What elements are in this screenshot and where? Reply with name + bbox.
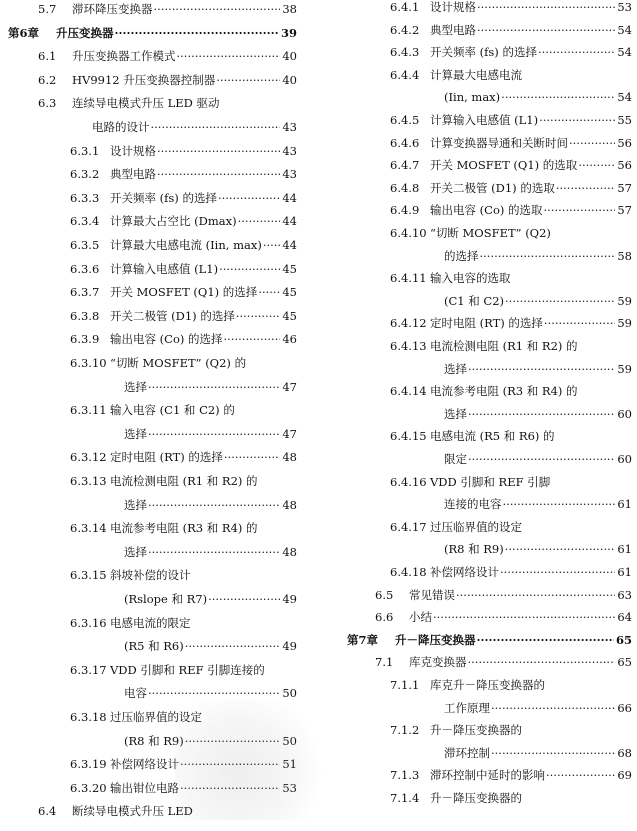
leader-dots — [219, 262, 280, 276]
toc-entry-number: 6.3.2 — [70, 167, 100, 182]
toc-entry-title: 设计规格 — [110, 143, 156, 158]
leader-dots — [148, 498, 280, 512]
leader-dots — [546, 768, 615, 782]
toc-entry-title: (R8 和 R9) — [444, 542, 504, 557]
toc-entry-number: 6.3.10 — [70, 356, 107, 370]
toc-entry-page: 38 — [282, 2, 297, 16]
toc-entry-title: 电流参考电阻 (R3 和 R4) 的 — [110, 521, 258, 536]
toc-entry[interactable] — [70, 356, 297, 370]
leader-dots — [216, 73, 280, 87]
toc-entry-title: 计算输入电感值 (L1) — [430, 113, 539, 127]
toc-entry[interactable] — [70, 191, 297, 205]
toc-entry-title: 选择 — [444, 361, 467, 376]
toc-entry-title: 补偿网络设计 — [430, 565, 499, 579]
watermark-stamp — [175, 700, 335, 820]
leader-dots — [501, 90, 615, 104]
leader-dots — [177, 49, 281, 63]
toc-entry[interactable] — [390, 384, 632, 398]
toc-entry[interactable] — [444, 90, 632, 104]
toc-entry[interactable] — [70, 663, 297, 677]
toc-entry-page: 54 — [617, 90, 632, 105]
toc-entry[interactable] — [444, 701, 632, 715]
toc-entry-page: 60 — [617, 406, 632, 421]
toc-entry-title: 升－降压变换器 — [395, 632, 476, 647]
leader-dots — [544, 203, 616, 217]
toc-entry-title: 计算最大占空比 (Dmax) — [110, 214, 237, 229]
leader-dots — [491, 701, 615, 715]
leader-dots — [477, 23, 615, 37]
toc-entry-page: 44 — [282, 190, 297, 205]
toc-entry-number: 7.1.1 — [390, 678, 420, 692]
toc-entry[interactable] — [390, 723, 632, 737]
toc-entry-title: “切断 MOSFET” (Q2) — [430, 226, 551, 240]
toc-entry-number: 7.1.4 — [390, 791, 420, 805]
toc-entry[interactable] — [390, 768, 632, 782]
toc-entry-page: 54 — [617, 45, 632, 60]
toc-entry-title: 升－降压变换器的 — [430, 791, 522, 805]
toc-entry-number: 6.4.1 — [390, 0, 420, 14]
toc-entry[interactable] — [390, 520, 632, 534]
toc-entry-title: 输出钳位电路 — [110, 780, 179, 795]
toc-entry[interactable] — [390, 475, 632, 489]
toc-entry-page: 59 — [617, 316, 632, 331]
toc-entry-title: 的选择 — [444, 248, 479, 263]
toc-entry-number: 7.1 — [375, 655, 394, 670]
toc-entry-title: 选择 — [124, 426, 147, 441]
toc-entry-title: 开关二极管 (D1) 的选择 — [110, 308, 235, 323]
toc-entry[interactable] — [390, 113, 632, 127]
toc-entry-title: (R5 和 R6) — [124, 639, 184, 654]
toc-entry-title: 滞环降压变换器 — [72, 2, 153, 16]
toc-entry[interactable] — [444, 746, 632, 760]
leader-dots — [477, 0, 615, 14]
toc-entry-page: 61 — [617, 542, 632, 557]
toc-entry-number: 6.3.12 — [70, 450, 107, 465]
toc-entry[interactable] — [38, 49, 297, 63]
toc-entry[interactable] — [390, 45, 632, 59]
toc-entry-page: 47 — [282, 426, 297, 441]
toc-entry-title: 选择 — [124, 544, 147, 559]
toc-entry-page: 60 — [617, 452, 632, 466]
toc-entry-title: 计算输入电感值 (L1) — [110, 261, 219, 276]
leader-dots — [238, 214, 281, 228]
leader-dots — [539, 113, 615, 127]
toc-entry[interactable] — [390, 339, 632, 353]
leader-dots — [578, 158, 615, 172]
toc-entry-number: 第6章 — [8, 25, 40, 40]
leader-dots — [468, 655, 616, 669]
toc-entry-page: 59 — [617, 361, 632, 376]
toc-entry-number: 6.4.14 — [390, 384, 427, 399]
toc-entry-title: 输出电容 (Co) 的选取 — [430, 203, 543, 218]
toc-entry[interactable] — [390, 0, 632, 14]
toc-entry[interactable] — [70, 238, 297, 252]
leader-dots — [185, 639, 281, 653]
toc-entry[interactable] — [390, 429, 632, 443]
toc-entry-number: 6.4.13 — [390, 339, 427, 353]
toc-entry-page: 53 — [282, 780, 297, 795]
toc-entry-page: 48 — [282, 544, 297, 559]
toc-entry-number: 6.4.12 — [390, 316, 427, 331]
toc-entry-title: 小结 — [409, 610, 432, 625]
toc-entry-number: 6.4.4 — [390, 67, 420, 82]
toc-entry-title: 开关频率 (fs) 的选择 — [430, 45, 537, 60]
leader-dots — [236, 309, 281, 323]
leader-dots — [556, 181, 616, 195]
toc-entry-number: 6.3.19 — [70, 757, 107, 772]
leader-dots — [538, 45, 615, 59]
leader-dots — [544, 316, 615, 330]
toc-entry-page: 69 — [617, 768, 632, 783]
toc-entry-page: 55 — [617, 113, 632, 127]
toc-entry-page: 48 — [282, 497, 297, 512]
toc-entry[interactable] — [390, 68, 632, 82]
toc-entry[interactable] — [124, 380, 297, 394]
leader-dots — [491, 746, 615, 760]
toc-entry-title: 开关频率 (fs) 的选择 — [110, 190, 217, 205]
toc-entry-title: 升压变换器工作模式 — [72, 49, 176, 64]
leader-dots — [433, 610, 615, 624]
toc-entry[interactable] — [70, 309, 297, 323]
toc-entry[interactable] — [70, 214, 297, 228]
toc-entry-title: 工作原理 — [444, 700, 490, 715]
leader-dots — [480, 249, 616, 263]
toc-entry-page: 40 — [282, 49, 297, 64]
toc-entry[interactable] — [70, 450, 297, 464]
toc-entry-number: 5.7 — [38, 2, 57, 16]
leader-dots — [148, 380, 280, 394]
toc-entry-page: 39 — [280, 25, 297, 40]
toc-entry[interactable] — [70, 332, 297, 346]
toc-entry[interactable] — [124, 545, 297, 559]
toc-entry-title: 升－降压变换器的 — [430, 723, 522, 738]
toc-entry-title: 补偿网络设计 — [110, 757, 179, 772]
toc-entry-page: 45 — [282, 308, 297, 323]
toc-entry-title: 电感电流的限定 — [110, 615, 191, 630]
toc-entry[interactable] — [444, 294, 632, 308]
toc-entry-title: 过压临界值的设定 — [430, 519, 522, 534]
toc-entry[interactable] — [444, 362, 632, 376]
toc-entry-title: 计算最大电感电流 — [430, 67, 522, 82]
toc-entry-page: 57 — [617, 180, 632, 195]
toc-entry[interactable] — [390, 203, 632, 217]
toc-entry-page: 45 — [282, 285, 297, 300]
toc-entry-page: 43 — [282, 167, 297, 182]
toc-entry-number: 6.3.1 — [70, 143, 100, 158]
toc-entry[interactable] — [70, 262, 297, 276]
toc-entry[interactable] — [390, 158, 632, 172]
toc-entry[interactable] — [390, 226, 632, 240]
leader-dots — [468, 452, 615, 466]
toc-entry-page: 47 — [282, 379, 297, 394]
toc-entry-number: 7.1.3 — [390, 768, 420, 783]
leader-dots — [208, 592, 280, 606]
toc-entry-title: 输出电容 (Co) 的选择 — [110, 332, 223, 347]
toc-entry-page: 49 — [282, 592, 297, 606]
toc-entry[interactable] — [375, 655, 632, 669]
toc-entry-page: 44 — [282, 238, 297, 252]
toc-entry-title: (Rslope 和 R7) — [124, 592, 208, 606]
toc-entry-number: 6.3.4 — [70, 214, 100, 229]
toc-entry-number: 6.3.13 — [70, 474, 107, 488]
toc-entry[interactable] — [390, 316, 632, 330]
toc-entry-page: 65 — [617, 655, 632, 670]
toc-entry-title: 过压临界值的设定 — [110, 710, 202, 724]
toc-entry-number: 6.4.16 — [390, 474, 427, 489]
toc-entry-number: 6.4.8 — [390, 180, 420, 195]
toc-entry-page: 59 — [617, 293, 632, 308]
toc-entry-page: 64 — [617, 610, 632, 625]
toc-entry-number: 6.4.2 — [390, 22, 420, 37]
toc-entry-title: (C1 和 C2) — [444, 293, 505, 308]
toc-entry-number: 6.4.5 — [390, 113, 420, 127]
toc-entry-number: 7.1.2 — [390, 723, 420, 738]
toc-entry-page: 66 — [617, 700, 632, 715]
toc-entry-title: 选择 — [124, 497, 147, 512]
toc-entry-number: 6.4.18 — [390, 565, 427, 579]
leader-dots — [569, 136, 615, 150]
toc-entry[interactable] — [444, 542, 632, 556]
toc-entry-number: 6.6 — [375, 610, 394, 625]
toc-entry-title: 库克变换器 — [409, 655, 467, 670]
toc-entry[interactable] — [70, 521, 297, 535]
toc-entry-number: 6.3.16 — [70, 615, 107, 630]
toc-entry-number: 6.4.17 — [390, 519, 427, 534]
toc-entry-title: 典型电路 — [430, 22, 476, 37]
toc-entry-title: VDD 引脚和 REF 引脚 — [430, 474, 551, 489]
toc-entry[interactable] — [444, 497, 632, 511]
toc-entry[interactable] — [375, 610, 632, 624]
toc-entry[interactable] — [444, 249, 632, 263]
toc-entry-number: 6.2 — [38, 72, 57, 87]
toc-entry-title: 电容 — [124, 686, 147, 701]
leader-dots — [263, 238, 281, 252]
toc-entry-page: 53 — [617, 0, 632, 14]
toc-entry-page: 57 — [617, 203, 632, 218]
leader-dots — [148, 427, 280, 441]
toc-entry-page: 48 — [282, 450, 297, 465]
toc-entry-number: 6.3.6 — [70, 261, 100, 276]
toc-entry-page: 43 — [282, 120, 297, 134]
toc-entry-title: 电流参考电阻 (R3 和 R4) 的 — [430, 384, 578, 399]
toc-entry-title: 设计规格 — [430, 0, 476, 14]
toc-entry[interactable] — [8, 26, 297, 40]
toc-entry-page: 61 — [617, 497, 632, 512]
toc-entry-page: 68 — [617, 745, 632, 760]
toc-entry[interactable] — [124, 427, 297, 441]
leader-dots — [218, 191, 280, 205]
toc-entry-title: 定时电阻 (RT) 的选择 — [430, 316, 543, 331]
toc-entry[interactable] — [390, 271, 632, 285]
leader-dots — [258, 285, 280, 299]
toc-entry-number: 第7章 — [347, 632, 379, 647]
leader-dots — [468, 362, 615, 376]
toc-entry-title: 电感电流 (R5 和 R6) 的 — [430, 429, 555, 444]
toc-entry-number: 6.3.9 — [70, 332, 100, 347]
toc-entry-title: 斜坡补偿的设计 — [110, 568, 191, 583]
leader-dots — [468, 407, 615, 421]
toc-entry-title: 选择 — [124, 379, 147, 394]
toc-entry[interactable] — [390, 181, 632, 195]
toc-entry[interactable] — [70, 474, 297, 488]
toc-entry[interactable] — [390, 565, 632, 579]
toc-entry[interactable] — [70, 616, 297, 630]
toc-entry[interactable] — [444, 407, 632, 421]
toc-entry-title: 电流检测电阻 (R1 和 R2) 的 — [110, 474, 258, 488]
toc-entry[interactable] — [347, 633, 632, 647]
toc-entry[interactable] — [124, 639, 297, 653]
toc-entry-page: 54 — [617, 22, 632, 37]
toc-entry[interactable] — [444, 452, 632, 466]
toc-entry-title: 限定 — [444, 452, 467, 466]
toc-entry-title: 输入电容的选取 — [430, 271, 511, 286]
leader-dots — [503, 497, 616, 511]
toc-entry-number: 6.4.15 — [390, 429, 427, 444]
toc-entry-title: 滞环控制中延时的影响 — [430, 768, 545, 783]
toc-entry-number: 6.4.11 — [390, 271, 427, 286]
leader-dots — [148, 686, 280, 700]
toc-entry[interactable] — [390, 678, 632, 692]
toc-entry[interactable] — [124, 498, 297, 512]
toc-entry-page: 40 — [282, 72, 297, 87]
toc-entry-page: 63 — [617, 587, 632, 602]
toc-entry-page: 50 — [282, 686, 297, 701]
toc-entry-number: 6.3.17 — [70, 662, 107, 677]
toc-entry-title: VDD 引脚和 REF 引脚连接的 — [110, 662, 265, 677]
toc-entry[interactable] — [92, 120, 297, 134]
leader-dots — [500, 565, 615, 579]
leader-dots — [477, 633, 614, 647]
toc-entry-title: 库克升－降压变换器的 — [430, 678, 545, 692]
toc-entry-title: 开关 MOSFET (Q1) 的选择 — [110, 285, 258, 300]
leader-dots — [505, 542, 616, 556]
toc-entry-title: HV9912 升压变换器控制器 — [72, 72, 216, 87]
toc-entry-title: 升压变换器 — [56, 25, 114, 40]
toc-entry-number: 6.3.8 — [70, 308, 100, 323]
toc-entry-page: 58 — [617, 248, 632, 263]
toc-entry-title: 选择 — [444, 406, 467, 421]
toc-entry-number: 6.3.18 — [70, 710, 107, 724]
toc-entry-title: 滞环控制 — [444, 745, 490, 760]
toc-entry-title: 典型电路 — [110, 167, 156, 182]
toc-entry-number: 6.3.20 — [70, 780, 107, 795]
toc-entry[interactable] — [375, 588, 632, 602]
toc-entry-title: 电流检测电阻 (R1 和 R2) 的 — [430, 339, 578, 353]
leader-dots — [505, 294, 615, 308]
leader-dots — [224, 450, 280, 464]
toc-entry[interactable] — [38, 2, 297, 16]
toc-entry-title: 开关 MOSFET (Q1) 的选取 — [430, 158, 578, 173]
toc-entry-number: 6.4.7 — [390, 158, 420, 173]
toc-entry-page: 56 — [617, 135, 632, 150]
toc-entry[interactable] — [70, 403, 297, 417]
toc-entry-number: 6.1 — [38, 49, 57, 64]
toc-entry-page: 51 — [282, 757, 297, 772]
toc-entry[interactable] — [38, 96, 297, 110]
toc-entry-number: 6.3.7 — [70, 285, 100, 300]
toc-entry[interactable] — [390, 23, 632, 37]
toc-entry[interactable] — [38, 73, 297, 87]
toc-entry-title: 计算变换器导通和关断时间 — [430, 135, 568, 150]
toc-entry-title: 定时电阻 (RT) 的选择 — [110, 450, 223, 465]
leader-dots — [115, 26, 279, 40]
toc-entry-page: 44 — [282, 214, 297, 229]
toc-entry-title: 连接的电容 — [444, 497, 502, 512]
toc-entry-page: 56 — [617, 158, 632, 173]
toc-entry-number: 6.3 — [38, 96, 57, 111]
toc-entry-title: 断续导电模式升压 LED — [72, 804, 193, 819]
toc-entry-number: 6.3.5 — [70, 238, 100, 252]
toc-entry-title: (R8 和 R9) — [124, 733, 184, 748]
toc-entry-number: 6.4.9 — [390, 203, 420, 218]
toc-entry[interactable] — [124, 592, 297, 606]
leader-dots — [154, 2, 281, 16]
toc-entry[interactable] — [390, 136, 632, 150]
toc-entry[interactable] — [70, 144, 297, 158]
toc-entry-title: 开关二极管 (D1) 的选取 — [430, 180, 555, 195]
leader-dots — [148, 545, 280, 559]
toc-entry[interactable] — [70, 167, 297, 181]
toc-entry-title: 常见错误 — [409, 587, 455, 602]
toc-entry-page: 49 — [282, 639, 297, 654]
toc-entry-title: 连续导电模式升压 LED 驱动 — [72, 96, 220, 111]
toc-entry-number: 6.3.11 — [70, 403, 107, 418]
toc-entry-title: “切断 MOSFET” (Q2) 的 — [110, 356, 247, 370]
toc-entry-title: (Iin, max) — [444, 90, 501, 105]
toc-entry-page: 50 — [282, 733, 297, 748]
toc-entry-number: 6.3.3 — [70, 190, 100, 205]
toc-entry-page: 43 — [282, 143, 297, 158]
toc-entry-number: 6.3.14 — [70, 521, 107, 536]
toc-entry-number: 6.4.3 — [390, 45, 420, 60]
leader-dots — [456, 588, 615, 602]
toc-entry[interactable] — [124, 686, 297, 700]
leader-dots — [224, 332, 281, 346]
toc-entry-number: 6.4.10 — [390, 226, 427, 240]
toc-entry-title: 计算最大电感电流 (Iin, max) — [110, 238, 262, 252]
toc-entry-title: 输入电容 (C1 和 C2) 的 — [110, 403, 235, 418]
toc-entry-page: 45 — [282, 261, 297, 276]
leader-dots — [157, 167, 280, 181]
toc-entry-page: 65 — [615, 632, 632, 647]
toc-entry-number: 6.4.6 — [390, 135, 420, 150]
toc-entry-page: 61 — [617, 565, 632, 579]
leader-dots — [151, 120, 281, 134]
toc-entry-number: 6.5 — [375, 587, 394, 602]
toc-entry-number: 6.3.15 — [70, 568, 107, 583]
leader-dots — [157, 144, 280, 158]
toc-entry-number: 6.4 — [38, 804, 57, 819]
toc-entry[interactable] — [70, 285, 297, 299]
toc-entry-title: 电路的设计 — [92, 120, 150, 134]
toc-entry-page: 46 — [282, 332, 297, 347]
toc-entry[interactable] — [70, 568, 297, 582]
toc-entry[interactable] — [390, 791, 632, 805]
